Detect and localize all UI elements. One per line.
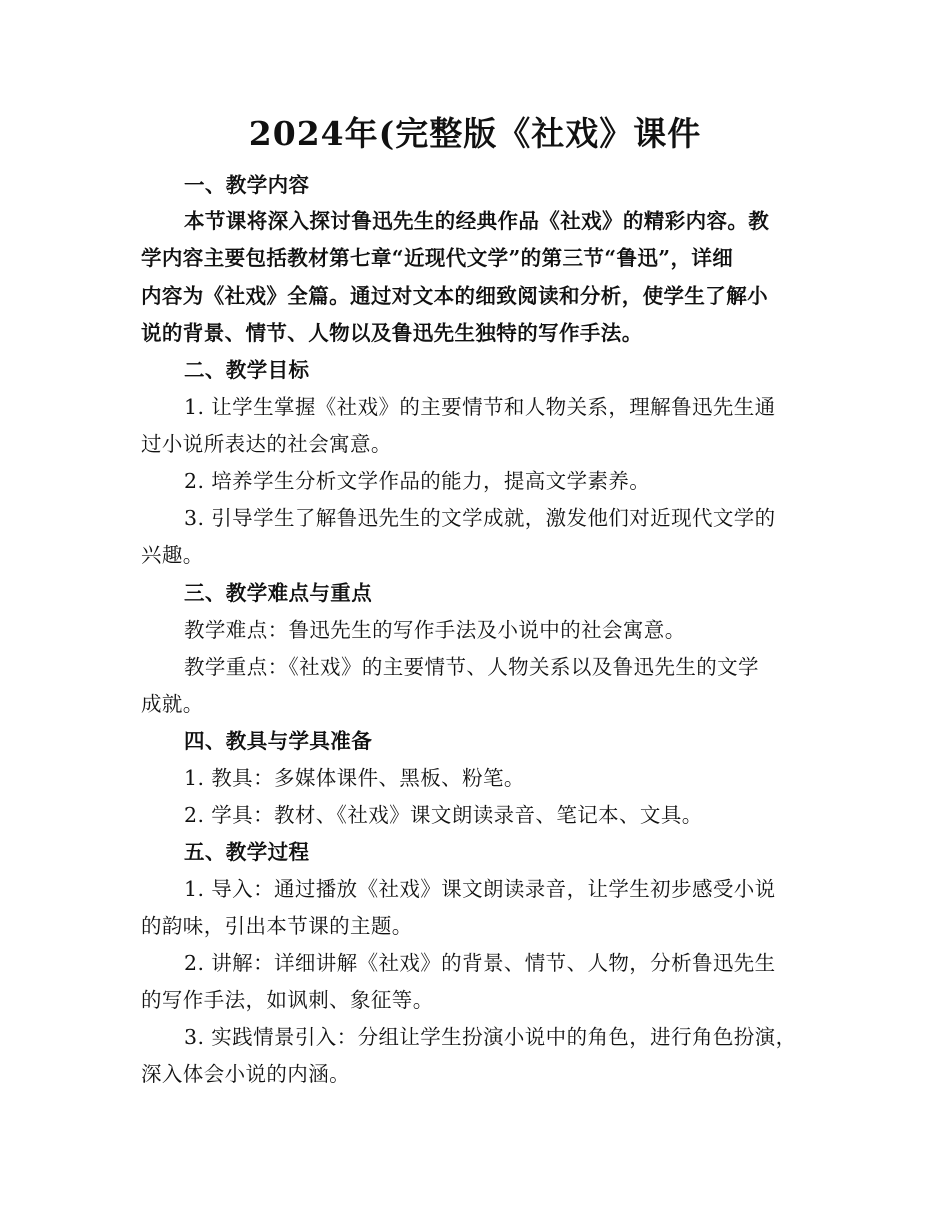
paragraph-line: 1. 让学生掌握《社戏》的主要情节和人物关系，理解鲁迅先生通 <box>184 395 776 419</box>
paragraph-line: 2. 学具：教材、《社戏》课文朗读录音、笔记本、文具。 <box>184 803 703 827</box>
paragraph-line: 成就。 <box>141 692 204 716</box>
document-title: 2024年(完整版《社戏》课件 <box>248 114 702 153</box>
paragraph-line: 深入体会小说的内涵。 <box>141 1062 350 1086</box>
section-heading-1: 一、教学内容 <box>184 173 310 197</box>
paragraph-line: 的写作手法，如讽刺、象征等。 <box>141 988 434 1012</box>
section-heading-2: 二、教学目标 <box>184 358 310 382</box>
section-heading-3: 三、教学难点与重点 <box>184 581 373 605</box>
paragraph-line: 2. 讲解：详细讲解《社戏》的背景、情节、人物，分析鲁迅先生 <box>184 951 776 975</box>
paragraph-line: 教学难点：鲁迅先生的写作手法及小说中的社会寓意。 <box>184 618 686 642</box>
section-heading-5: 五、教学过程 <box>184 840 310 864</box>
paragraph-line: 内容为《社戏》全篇。通过对文本的细致阅读和分析，使学生了解小 <box>141 284 768 308</box>
paragraph-line: 2. 培养学生分析文学作品的能力，提高文学素养。 <box>184 469 651 493</box>
paragraph-line: 本节课将深入探讨鲁迅先生的经典作品《社戏》的精彩内容。教 <box>184 209 770 233</box>
paragraph-line: 3. 实践情景引入：分组让学生扮演小说中的角色，进行角色扮演， <box>184 1025 797 1049</box>
section-heading-4: 四、教具与学具准备 <box>184 729 373 753</box>
paragraph-line: 过小说所表达的社会寓意。 <box>141 432 392 456</box>
paragraph-line: 1. 导入：通过播放《社戏》课文朗读录音，让学生初步感受小说 <box>184 877 776 901</box>
paragraph-line: 3. 引导学生了解鲁迅先生的文学成就，激发他们对近现代文学的 <box>184 506 776 530</box>
paragraph-line: 兴趣。 <box>141 543 204 567</box>
paragraph-line: 1. 教具：多媒体课件、黑板、粉笔。 <box>184 766 525 790</box>
paragraph-line: 学内容主要包括教材第七章“近现代文学”的第三节“鲁迅”，详细 <box>141 246 734 270</box>
paragraph-line: 的韵味，引出本节课的主题。 <box>141 914 413 938</box>
paragraph-line: 教学重点：《社戏》的主要情节、人物关系以及鲁迅先生的文学 <box>184 655 759 679</box>
paragraph-line: 说的背景、情节、人物以及鲁迅先生独特的写作手法。 <box>141 321 643 345</box>
